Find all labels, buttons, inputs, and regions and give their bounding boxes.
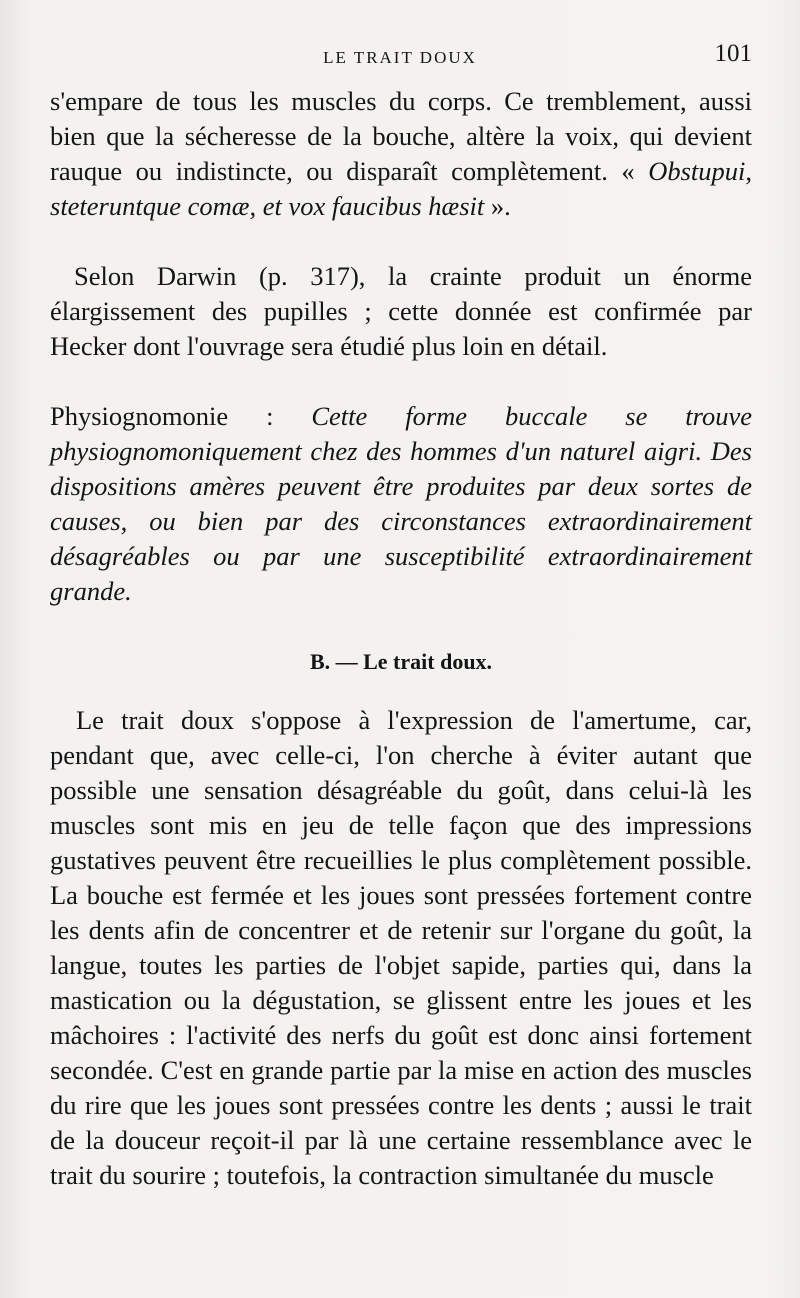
section-heading: B. — Le trait doux. <box>309 649 493 674</box>
physiognomonie-label: Physiognomonie : <box>50 401 312 431</box>
paragraph-1-text-a: s'empare de tous les muscles du corps. Ce tremblement, aussi bien que la sécheresse de la bouche, altère la voix, qui devient rauque ou indistincte, ou disparaît complètement. « <box>50 86 752 186</box>
paragraph-1-text-b: ». <box>484 191 511 221</box>
paragraph-trait-doux: Le trait doux s'oppose à l'expression de l'amertume, car, pendant que, avec celle-ci, l'on cherche à éviter autant que possible une sensation désagréable du goût, dans celui-là les muscles sont mis en jeu de telle façon que des impressions gustatives peuvent être recueillies le plus complètement possible. La bouche est fermée et les joues sont pressées fortement contre les dents afin de concentrer et de retenir sur l'organe du goût, la langue, toutes les parties de l'objet sapide, parties qui, dans la mastication ou la dégustation, se glissent entre les joues et les mâchoires : l'activité des nerfs du goût est donc ainsi fortement secondée. C'est en grande partie par la mise en action des muscles du rire que les joues sont pressées contre les dents ; aussi le trait de la douceur reçoit-il par là une certaine ressemblance avec le trait du sourire ; toutefois, la contraction simultanée du muscle <box>50 705 752 1190</box>
physiognomonie-text: Cette forme buccale se trouve physiognomoniquement chez des hommes d'un naturel aigri. Des dispositions amères peuvent être produites par deux sortes de causes, ou bien par des circonstances extraordinairement désagréables ou par une susceptibilité extraordinairement grande. <box>50 401 752 606</box>
paragraph-2: Selon Darwin (p. 317), la crainte produit un énorme élargissement des pupilles ; cette donnée est confirmée par Hecker dont l'ouvrage sera étudié plus loin en détail. <box>50 261 752 361</box>
body-text <box>50 84 752 1193</box>
page-header <box>0 38 800 78</box>
running-head: LE TRAIT DOUX <box>323 48 477 67</box>
page-number: 101 <box>714 40 752 67</box>
paragraph-1 <box>50 84 752 259</box>
paragraph-physiognomonie <box>50 399 752 609</box>
latin-quote: Obstupui, steteruntque comæ, et vox faucibus hæsit <box>50 156 752 221</box>
